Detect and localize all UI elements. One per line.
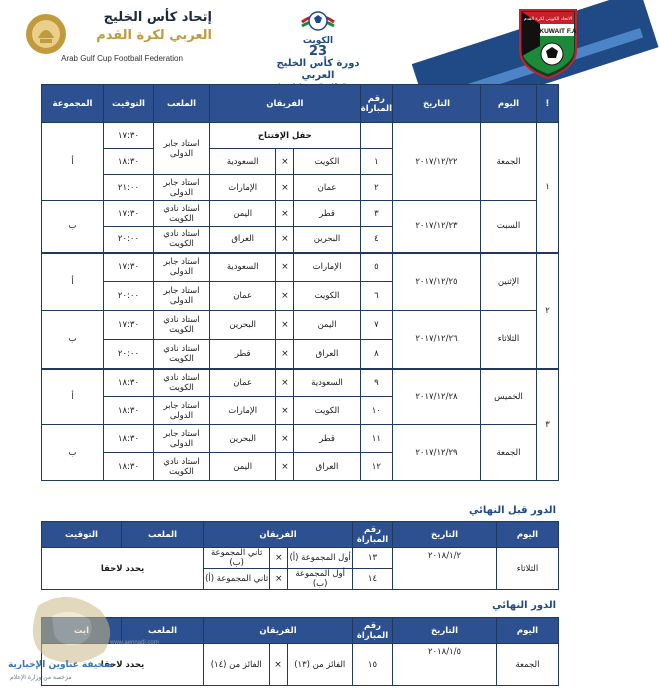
home-team-cell: الكويت xyxy=(294,397,360,425)
match-number-cell: ٨ xyxy=(360,340,392,369)
time-cell: ١٧:٣٠ xyxy=(104,311,154,340)
venue-header: الملعب xyxy=(122,522,204,548)
day-cell: السبت xyxy=(481,201,537,253)
time-header: التوقيت xyxy=(42,522,122,548)
time-cell: ١٨:٣٠ xyxy=(104,369,154,397)
time-cell: ٢٠:٠٠ xyxy=(104,282,154,311)
away-team-cell: البحرين xyxy=(210,311,276,340)
date-cell: ٢٠١٨/١/٥ xyxy=(393,644,497,686)
home-team-cell: البحرين xyxy=(294,227,360,253)
time-cell: ١٨:٣٠ xyxy=(104,397,154,425)
match-number-cell xyxy=(360,123,392,149)
round-cell: ٢ xyxy=(537,253,559,369)
date-cell: ٢٠١٨/١/٢ xyxy=(393,548,497,590)
semi-final-header-row xyxy=(42,522,559,548)
gulf-cup-arabic-name: دورة كأس الخليج العربي xyxy=(276,58,360,81)
kuwait-fa-logo xyxy=(512,6,584,80)
versus-cell: × xyxy=(276,397,294,425)
day-cell: الخميس xyxy=(481,369,537,425)
group-cell: أ xyxy=(42,253,104,311)
versus-cell: × xyxy=(270,569,288,590)
away-team-cell: الإمارات xyxy=(210,175,276,201)
semi-final-table xyxy=(41,521,559,590)
versus-cell: × xyxy=(276,425,294,453)
table-row xyxy=(42,548,559,569)
federation-name-english: Arab Gulf Cup Football Federation xyxy=(61,54,183,63)
away-team-cell: ثاني المجموعة (ب) xyxy=(204,548,270,569)
versus-cell: × xyxy=(269,644,287,686)
time-cell: ١٧:٣٠ xyxy=(104,123,154,149)
away-team-cell: اليمن xyxy=(210,453,276,481)
day-header: اليوم xyxy=(497,618,559,644)
venue-cell: استاد جابر الدولى xyxy=(154,282,210,311)
group-cell: ب xyxy=(42,425,104,481)
federation-name-arabic-line1: إتحاد كأس الخليج xyxy=(103,10,212,25)
date-cell: ٢٠١٧/١٢/٢٣ xyxy=(393,201,481,253)
day-cell: الثلاثاء xyxy=(497,548,559,590)
match-number-header: رقم المباراة xyxy=(353,522,393,548)
federation-logo xyxy=(20,6,210,76)
watermark-name: صحيفة عناوين الإخبارية xyxy=(8,660,113,670)
round-cell: ٣ xyxy=(537,369,559,481)
match-number-cell: ٧ xyxy=(360,311,392,340)
time-cell: ١٨:٣٠ xyxy=(104,425,154,453)
venue-header: الملعب xyxy=(154,85,210,123)
venue-cell: استاد جابر الدولى xyxy=(154,123,210,175)
home-team-cell: الإمارات xyxy=(294,253,360,282)
day-cell: الجمعة xyxy=(481,123,537,201)
home-team-cell: السعودية xyxy=(294,369,360,397)
match-number-cell: ٦ xyxy=(360,282,392,311)
home-team-cell: الكويت xyxy=(294,282,360,311)
date-cell: ٢٠١٧/١٢/٢٨ xyxy=(393,369,481,425)
date-cell: ٢٠١٧/١٢/٢٢ xyxy=(393,123,481,201)
away-team-cell: السعودية xyxy=(210,149,276,175)
home-team-cell: عمان xyxy=(294,175,360,201)
match-number-cell: ١٤ xyxy=(353,569,393,590)
venue-time-tbd-cell: يحدد لاحقا xyxy=(42,548,204,590)
venue-cell: استاد جابر الدولى xyxy=(154,175,210,201)
day-header: اليوم xyxy=(481,85,537,123)
away-team-cell: البحرين xyxy=(210,425,276,453)
away-team-cell: العراق xyxy=(210,227,276,253)
round-header: ! xyxy=(537,85,559,123)
venue-cell: استاد جابر الدولى xyxy=(154,253,210,282)
federation-emblem-icon xyxy=(24,12,68,56)
gulf-cup-number: 23 xyxy=(308,44,328,59)
home-team-cell: الفائز من (١٣) xyxy=(287,644,353,686)
venue-cell: استاد نادي الكويت xyxy=(154,311,210,340)
match-number-cell: ٩ xyxy=(360,369,392,397)
venue-header: الملعب xyxy=(122,618,204,644)
versus-cell: × xyxy=(276,311,294,340)
time-cell: ٢٠:٠٠ xyxy=(104,227,154,253)
gulf-cup-host: الكويت xyxy=(302,36,334,46)
table-row xyxy=(42,369,559,397)
away-team-cell: السعودية xyxy=(210,253,276,282)
home-team-cell: قطر xyxy=(294,201,360,227)
match-number-cell: ١٢ xyxy=(360,453,392,481)
versus-cell: × xyxy=(276,175,294,201)
versus-cell: × xyxy=(276,149,294,175)
home-team-cell: الكويت xyxy=(294,149,360,175)
time-cell: ١٨:٣٠ xyxy=(104,149,154,175)
date-cell: ٢٠١٧/١٢/٢٥ xyxy=(393,253,481,311)
date-cell: ٢٠١٧/١٢/٢٩ xyxy=(393,425,481,481)
versus-cell: × xyxy=(276,369,294,397)
match-number-cell: ١٥ xyxy=(353,644,393,686)
time-cell: ١٧:٣٠ xyxy=(104,201,154,227)
away-team-cell: ثاني المجموعة (أ) xyxy=(204,569,270,590)
match-number-cell: ٢ xyxy=(360,175,392,201)
semi-final-heading: الدور قبل النهائي xyxy=(469,505,556,516)
time-cell: ١٨:٣٠ xyxy=(104,453,154,481)
group-stage-header-row xyxy=(42,85,559,123)
opening-ceremony-cell: حفل الإفتتاح xyxy=(210,123,361,149)
soccer-ball-icon xyxy=(300,6,336,36)
match-number-cell: ١١ xyxy=(360,425,392,453)
group-header: المجموعة xyxy=(42,85,104,123)
date-cell: ٢٠١٧/١٢/٢٦ xyxy=(393,311,481,369)
venue-time-tbd-cell: يحدد لاحقا xyxy=(42,644,204,686)
match-number-header: رقم المباراة xyxy=(360,85,392,123)
match-number-cell: ١ xyxy=(360,149,392,175)
date-header: التاريخ xyxy=(393,85,481,123)
time-cell: ٢٠:٠٠ xyxy=(104,340,154,369)
versus-cell: × xyxy=(276,227,294,253)
watermark-site: www.aennadi.com xyxy=(110,640,159,646)
teams-header: الفريقان xyxy=(204,522,353,548)
date-header: التاريخ xyxy=(393,522,497,548)
teams-header: الفريقان xyxy=(204,618,353,644)
versus-cell: × xyxy=(276,201,294,227)
away-team-cell: الفائز من (١٤) xyxy=(204,644,270,686)
kfa-logo-arabic: الاتحاد الكويتي لكرة القدم xyxy=(523,17,573,22)
match-number-cell: ٥ xyxy=(360,253,392,282)
kfa-logo-text: KUWAIT F.A xyxy=(539,28,577,35)
match-number-header: رقم المباراة xyxy=(353,618,393,644)
home-team-cell: اليمن xyxy=(294,311,360,340)
home-team-cell: أول المجموعة (أ) xyxy=(288,548,353,569)
away-team-cell: الإمارات xyxy=(210,397,276,425)
group-cell: أ xyxy=(42,369,104,425)
table-row xyxy=(42,123,559,149)
table-row xyxy=(42,311,559,340)
final-heading: الدور النهائي xyxy=(492,600,556,611)
away-team-cell: عمان xyxy=(210,282,276,311)
venue-cell: استاد جابر الدولى xyxy=(154,397,210,425)
home-team-cell: أول المجموعة (ب) xyxy=(288,569,353,590)
away-team-cell: عمان xyxy=(210,369,276,397)
group-cell: أ xyxy=(42,123,104,201)
time-header: التوقيت xyxy=(104,85,154,123)
versus-cell: × xyxy=(276,282,294,311)
home-team-cell: قطر xyxy=(294,425,360,453)
day-cell: الجمعة xyxy=(481,425,537,481)
versus-cell: × xyxy=(276,453,294,481)
home-team-cell: العراق xyxy=(294,453,360,481)
group-cell: ب xyxy=(42,311,104,369)
away-team-cell: اليمن xyxy=(210,201,276,227)
versus-cell: × xyxy=(276,340,294,369)
home-team-cell: العراق xyxy=(294,340,360,369)
day-cell: الجمعة xyxy=(497,644,559,686)
table-row xyxy=(42,253,559,282)
venue-cell: استاد نادي الكويت xyxy=(154,201,210,227)
versus-cell: × xyxy=(276,253,294,282)
federation-name-arabic-line2: العربي لكرة القدم xyxy=(96,28,212,43)
day-cell: الثلاثاء xyxy=(481,311,537,369)
away-team-cell: قطر xyxy=(210,340,276,369)
day-header: اليوم xyxy=(497,522,559,548)
group-stage-table xyxy=(41,84,559,481)
venue-cell: استاد نادي الكويت xyxy=(154,369,210,397)
time-cell: ١٧:٣٠ xyxy=(104,253,154,282)
group-cell: ب xyxy=(42,201,104,253)
venue-cell: استاد جابر الدولى xyxy=(154,425,210,453)
table-row xyxy=(42,201,559,227)
watermark-subtitle: مرخصة من وزارة الإعلام xyxy=(10,674,72,681)
venue-cell: استاد نادي الكويت xyxy=(154,227,210,253)
time-cell: ٢١:٠٠ xyxy=(104,175,154,201)
versus-cell: × xyxy=(270,548,288,569)
venue-cell: استاد نادي الكويت xyxy=(154,453,210,481)
match-number-cell: ٣ xyxy=(360,201,392,227)
match-number-cell: ١٠ xyxy=(360,397,392,425)
gulf-cup-logo xyxy=(268,6,368,81)
venue-cell: استاد نادي الكويت xyxy=(154,340,210,369)
date-header: التاريخ xyxy=(393,618,497,644)
table-row xyxy=(42,425,559,453)
round-cell: ١ xyxy=(537,123,559,253)
page-header xyxy=(0,0,600,84)
teams-header: الفريقان xyxy=(210,85,361,123)
day-cell: الإثنين xyxy=(481,253,537,311)
match-number-cell: ١٣ xyxy=(353,548,393,569)
match-number-cell: ٤ xyxy=(360,227,392,253)
